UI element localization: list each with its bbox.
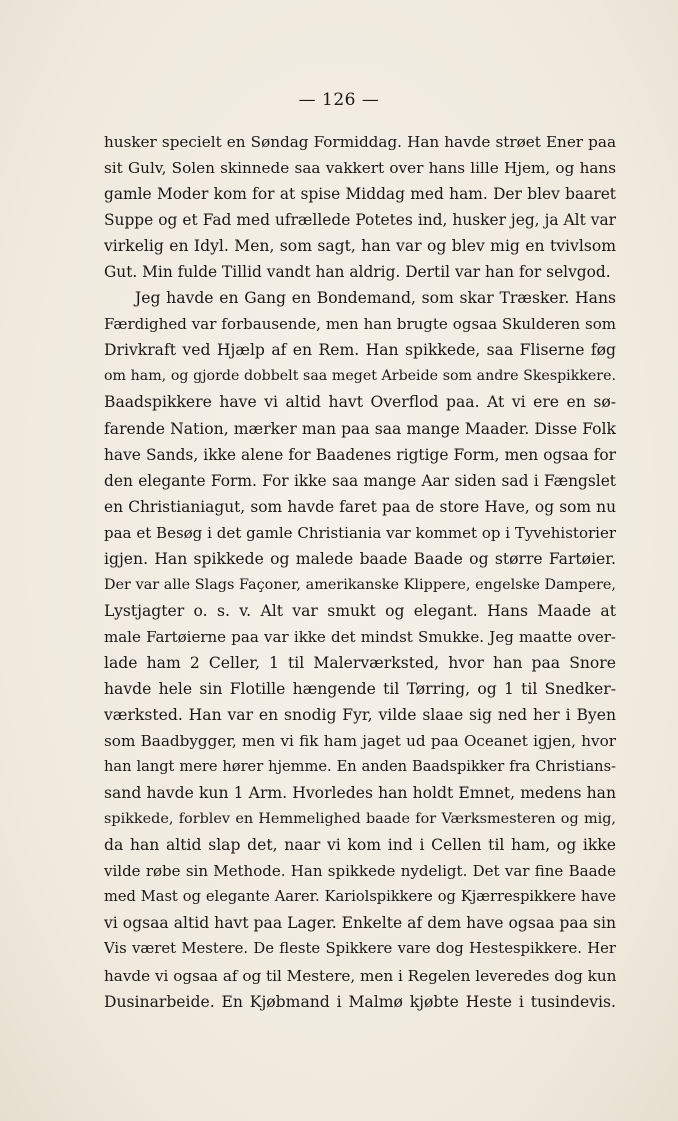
text-line: Suppe og et Fad med ufrællede Potetes ind, husker jeg, ja Alt var	[104, 211, 616, 230]
text-line: Vis været Mestere. De fleste Spikkere vare dog Hestespikkere. Her	[104, 940, 616, 958]
text-line: have Sands, ikke alene for Baadenes rigtige Form, men ogsaa for	[104, 445, 616, 464]
text-line: paa et Besøg i det gamle Christiania var kommet op i Tyvehistorier	[104, 523, 616, 542]
text-line: Baadspikkere have vi altid havt Overflod paa. At vi ere en sø-	[104, 393, 616, 412]
text-line: havde hele sin Flotille hængende til Tørring, og 1 til Snedker-	[104, 679, 616, 698]
page-number: — 126 —	[298, 90, 380, 110]
text-line: havde vi ogsaa af og til Mestere, men i Regelen leveredes dog kun	[104, 966, 616, 985]
text-line: virkelig en Idyl. Men, som sagt, han var og blev mig en tvivlsom	[104, 237, 616, 256]
text-line: sit Gulv, Solen skinnede saa vakkert over hans lille Hjem, og hans	[104, 159, 616, 178]
text-line: da han altid slap det, naar vi kom ind i Cellen til ham, og ikke	[104, 836, 616, 855]
body-text	[104, 129, 616, 1015]
text-line: som Baadbygger, men vi fik ham jaget ud paa Oceanet igjen, hvor	[104, 732, 616, 751]
text-line: husker specielt en Søndag Formiddag. Han havde strøet Ener paa	[104, 133, 616, 151]
text-line: Drivkraft ved Hjælp af en Rem. Han spikkede, saa Fliserne føg	[104, 341, 616, 360]
text-line: spikkede, forblev en Hemmelighed baade for Værksmesteren og mig,	[104, 811, 616, 828]
text-line: male Fartøierne paa var ikke det mindst Smukke. Jeg maatte over-	[104, 627, 616, 646]
text-line: vi ogsaa altid havt paa Lager. Enkelte af dem have ogsaa paa sin	[104, 914, 616, 933]
text-line: den elegante Form. For ikke saa mange Aar siden sad i Fængslet	[104, 471, 616, 490]
text-line: sand havde kun 1 Arm. Hvorledes han holdt Emnet, medens han	[104, 784, 616, 803]
text-line: igjen. Han spikkede og malede baade Baade og større Fartøier.	[104, 549, 616, 568]
text-line: Dusinarbeide. En Kjøbmand i Malmø kjøbte Heste i tusindevis.	[104, 992, 616, 1011]
text-line: farende Nation, mærker man paa saa mange Maader. Disse Folk	[104, 419, 616, 438]
text-line: med Mast og elegante Aarer. Kariolspikkere og Kjærrespikkere have	[104, 888, 616, 906]
text-line: en Christianiagut, som havde faret paa de store Have, og som nu	[104, 497, 616, 516]
text-line: vilde røbe sin Methode. Han spikkede nydeligt. Det var fine Baade	[104, 862, 616, 881]
text-line: gamle Moder kom for at spise Middag med ham. Der blev baaret	[104, 185, 616, 204]
text-line: Færdighed var forbausende, men han brugte ogsaa Skulderen som	[104, 315, 616, 334]
text-line: lade ham 2 Celler, 1 til Malerværksted, hvor han paa Snore	[104, 653, 616, 672]
text-line: Gut. Min fulde Tillid vandt han aldrig. Dertil var han for selvgod.	[104, 263, 611, 282]
text-line: Jeg havde en Gang en Bondemand, som skar Træsker. Hans	[135, 289, 616, 308]
text-line: om ham, og gjorde dobbelt saa meget Arbeide som andre Skespikkere.	[104, 368, 616, 385]
text-line: værksted. Han var en snodig Fyr, vilde slaae sig ned her i Byen	[104, 706, 616, 725]
text-line: Lystjagter o. s. v. Alt var smukt og elegant. Hans Maade at	[104, 601, 616, 620]
text-line: Der var alle Slags Façoner, amerikanske Klippere, engelske Dampere,	[104, 576, 616, 593]
text-line: han langt mere hører hjemme. En anden Baadspikker fra Christians-	[104, 758, 616, 776]
